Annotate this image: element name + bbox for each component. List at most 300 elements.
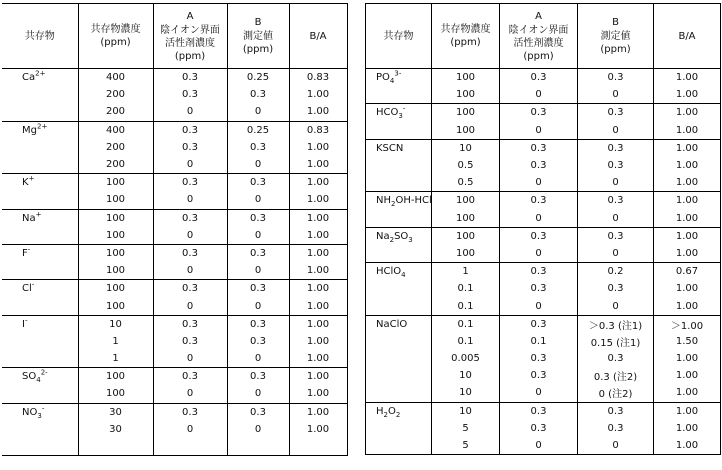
concentration-cell: 200 — [78, 103, 153, 121]
table-row — [2, 368, 347, 386]
measured-b-cell: 0.3 — [578, 420, 654, 437]
ratio-cell: 1.00 — [654, 139, 721, 157]
ratio-cell: 1.00 — [289, 244, 347, 262]
ratio-cell: 1.00 — [289, 156, 347, 174]
table-row — [366, 420, 721, 437]
table-row — [366, 333, 721, 350]
substance-cell: $H_2O_2$ — [366, 402, 432, 420]
table-row — [366, 139, 721, 157]
header-conc — [78, 4, 153, 69]
concentration-cell: 100 — [78, 227, 153, 245]
header-a-line1: 陰イオン界面 — [508, 24, 569, 36]
measured-b-cell: 0.3 — [578, 402, 654, 420]
concentration-cell: 100 — [432, 227, 500, 245]
surfactant-a-cell: 0.3 — [153, 174, 227, 192]
surfactant-a-cell: 0 — [153, 227, 227, 245]
measured-b-cell: 0.3 — [578, 104, 654, 122]
substance-cell: I- — [2, 315, 78, 333]
header-a-line3: (ppm) — [174, 50, 206, 62]
measured-b-cell: 0.3 — [227, 209, 289, 227]
surfactant-a-cell: 0 — [153, 262, 227, 280]
ratio-cell: 1.00 — [289, 103, 347, 121]
table-row — [366, 245, 721, 263]
concentration-cell: 400 — [78, 69, 153, 87]
substance-cell — [366, 350, 432, 367]
measured-b-cell: 0 — [578, 86, 654, 104]
table-row — [2, 385, 347, 403]
measured-b-cell: 0 — [578, 297, 654, 315]
surfactant-a-cell: 0.3 — [153, 403, 227, 421]
table-row — [2, 403, 347, 421]
measured-b-cell: 0.3 — [227, 86, 289, 103]
measured-b-cell: 0.3 — [227, 139, 289, 156]
table-row — [2, 262, 347, 280]
header-a — [500, 4, 578, 69]
header-ratio — [289, 4, 347, 69]
ratio-cell: 1.00 — [654, 86, 721, 104]
table-row — [366, 69, 721, 87]
measured-b-cell: 0.3 — [227, 403, 289, 421]
table-row — [2, 280, 347, 298]
substance-cell: $NO_3^-$ — [2, 403, 78, 421]
ratio-cell: 1.00 — [654, 104, 721, 122]
surfactant-a-cell: 0 — [500, 174, 578, 192]
table-row — [2, 297, 347, 315]
measured-b-cell: 0 — [227, 385, 289, 403]
surfactant-a-cell: 0.3 — [500, 157, 578, 174]
surfactant-a-cell: 0 — [153, 421, 227, 438]
surfactant-a-cell: 0 — [500, 86, 578, 104]
table-row — [2, 315, 347, 333]
ratio-cell: 1.00 — [289, 209, 347, 227]
table-row — [366, 384, 721, 402]
surfactant-a-cell: 0.3 — [500, 104, 578, 122]
surfactant-a-cell: 0.3 — [500, 420, 578, 437]
concentration-cell: 400 — [78, 121, 153, 139]
header-b — [578, 4, 654, 69]
header-a-line3: (ppm) — [523, 50, 554, 62]
surfactant-a-cell: 0.3 — [153, 244, 227, 262]
header-b-line2: (ppm) — [600, 44, 631, 55]
table-row — [366, 402, 721, 420]
ratio-cell: 1.00 — [654, 245, 721, 263]
measured-b-cell: ＞0.3 (注1) — [578, 315, 654, 333]
table-row — [366, 280, 721, 297]
substance-cell: F- — [2, 244, 78, 262]
measured-b-cell: 0 — [227, 297, 289, 315]
table-row — [2, 191, 347, 209]
header-coexist-label: 共存物 — [383, 30, 414, 42]
ratio-cell: 1.00 — [289, 139, 347, 156]
ratio-cell: 1.00 — [289, 385, 347, 403]
table-row — [2, 227, 347, 245]
measured-b-cell: 0.25 — [227, 121, 289, 139]
surfactant-a-cell: 0.3 — [500, 280, 578, 297]
concentration-cell: 100 — [78, 262, 153, 280]
substance-cell: K+ — [2, 174, 78, 192]
ratio-cell: 0.83 — [289, 69, 347, 87]
table-row — [366, 350, 721, 367]
concentration-cell: 100 — [78, 209, 153, 227]
ratio-cell: 1.00 — [654, 437, 721, 455]
coexisting-substances-table-left — [2, 3, 348, 456]
header-conc-line2: (ppm) — [100, 37, 131, 48]
header-b-letter: B — [612, 17, 619, 28]
table-row — [366, 104, 721, 122]
substance-cell: $NH_2OH$-HCl — [366, 192, 432, 210]
surfactant-a-cell: 0 — [153, 385, 227, 403]
concentration-cell: 100 — [78, 280, 153, 298]
table-row — [2, 156, 347, 174]
measured-b-cell: 0.3 — [227, 368, 289, 386]
substance-cell: KSCN — [366, 139, 432, 157]
header-conc-line1: 共存物濃度 — [90, 24, 141, 35]
ratio-cell: 1.00 — [654, 122, 721, 140]
table-row — [2, 333, 347, 350]
measured-b-cell: 0.3 — [578, 350, 654, 367]
table-row — [2, 350, 347, 368]
header-conc — [432, 4, 500, 69]
substance-cell — [2, 191, 78, 209]
substance-cell: Cl- — [2, 280, 78, 298]
surfactant-a-cell: 0.3 — [500, 367, 578, 384]
concentration-cell: 100 — [432, 69, 500, 87]
concentration-cell: 0.1 — [432, 280, 500, 297]
header-b — [227, 4, 289, 69]
concentration-cell: 5 — [432, 420, 500, 437]
ratio-cell: 1.00 — [654, 297, 721, 315]
measured-b-cell: 0 — [578, 245, 654, 263]
table-row — [366, 86, 721, 104]
substance-cell: $HCO_3^-$ — [366, 104, 432, 122]
ratio-cell: 1.00 — [289, 333, 347, 350]
measured-b-cell: 0 — [227, 262, 289, 280]
surfactant-a-cell: 0.3 — [500, 402, 578, 420]
ratio-cell: 1.00 — [654, 69, 721, 87]
concentration-cell: 5 — [432, 437, 500, 455]
surfactant-a-cell: 0.3 — [153, 368, 227, 386]
header-a-line2: 活性剤濃度 — [513, 37, 564, 49]
substance-cell — [2, 139, 78, 156]
table-header-row — [2, 4, 347, 69]
ratio-cell: 1.00 — [289, 227, 347, 245]
surfactant-a-cell: 0.3 — [153, 315, 227, 333]
header-b-letter: B — [254, 17, 262, 28]
concentration-cell: 0.1 — [432, 315, 500, 333]
concentration-cell: 200 — [78, 139, 153, 156]
surfactant-a-cell: 0 — [153, 297, 227, 315]
concentration-cell — [78, 438, 153, 456]
concentration-cell: 0.5 — [432, 157, 500, 174]
ratio-cell: 1.00 — [289, 262, 347, 280]
surfactant-a-cell: 0.3 — [153, 209, 227, 227]
concentration-cell: 100 — [78, 244, 153, 262]
surfactant-a-cell: 0.3 — [500, 227, 578, 245]
ratio-cell: 1.00 — [289, 174, 347, 192]
table-row — [366, 367, 721, 384]
substance-cell — [366, 157, 432, 174]
substance-cell — [366, 122, 432, 140]
substance-cell — [366, 420, 432, 437]
header-a — [153, 4, 227, 69]
substance-cell — [2, 421, 78, 438]
ratio-cell: 1.00 — [654, 402, 721, 420]
substance-cell — [366, 297, 432, 315]
header-conc-line1: 共存物濃度 — [440, 24, 491, 35]
table-row — [2, 174, 347, 192]
ratio-cell: 0.67 — [654, 263, 721, 281]
surfactant-a-cell: 0.3 — [500, 69, 578, 87]
measured-b-cell: 0.3 — [578, 157, 654, 174]
substance-cell — [2, 86, 78, 103]
table-body-right — [366, 69, 721, 455]
concentration-cell: 100 — [78, 191, 153, 209]
concentration-cell: 10 — [432, 402, 500, 420]
table-row — [366, 174, 721, 192]
concentration-cell: 100 — [432, 122, 500, 140]
measured-b-cell: 0.25 — [227, 69, 289, 87]
surfactant-a-cell — [153, 438, 227, 456]
ratio-cell: 1.00 — [654, 384, 721, 402]
measured-b-cell: 0.3 — [227, 333, 289, 350]
concentration-cell: 10 — [432, 139, 500, 157]
measured-b-cell: 0.3 — [227, 244, 289, 262]
surfactant-a-cell: 0 — [500, 122, 578, 140]
concentration-cell: 0.1 — [432, 297, 500, 315]
header-coexist — [2, 4, 78, 69]
substance-cell — [2, 438, 78, 456]
ratio-cell: 1.00 — [289, 280, 347, 298]
measured-b-cell: 0 — [227, 227, 289, 245]
ratio-cell: 1.00 — [289, 350, 347, 368]
surfactant-a-cell: 0 — [500, 297, 578, 315]
measured-b-cell: 0.3 (注2) — [578, 367, 654, 384]
header-a-letter: A — [186, 10, 194, 22]
measured-b-cell: 0 (注2) — [578, 384, 654, 402]
header-ratio-label: B/A — [309, 30, 327, 42]
measured-b-cell: 0 — [227, 103, 289, 121]
concentration-cell: 100 — [432, 192, 500, 210]
measured-b-cell: 0.3 — [578, 139, 654, 157]
coexisting-substances-table-right — [365, 3, 721, 455]
substance-cell — [366, 174, 432, 192]
ratio-cell: ＞1.00 — [654, 315, 721, 333]
substance-cell: NaClO — [366, 315, 432, 333]
header-ratio — [654, 4, 721, 69]
surfactant-a-cell: 0 — [500, 245, 578, 263]
measured-b-cell: 0 — [227, 421, 289, 438]
table-row — [2, 139, 347, 156]
substance-cell: $SO_4^{2-}$ — [2, 368, 78, 386]
ratio-cell: 1.00 — [654, 174, 721, 192]
table-row — [366, 122, 721, 140]
surfactant-a-cell: 0.3 — [153, 121, 227, 139]
measured-b-cell: 0.3 — [227, 280, 289, 298]
table-row — [2, 209, 347, 227]
table-row — [366, 227, 721, 245]
table-row — [2, 438, 347, 456]
substance-cell — [366, 437, 432, 455]
substance-cell — [366, 245, 432, 263]
concentration-cell: 10 — [78, 315, 153, 333]
header-coexist-label: 共存物 — [24, 30, 55, 42]
ratio-cell — [289, 438, 347, 456]
ratio-cell: 1.00 — [289, 315, 347, 333]
concentration-cell: 1 — [432, 263, 500, 281]
ratio-cell: 1.00 — [654, 192, 721, 210]
concentration-cell: 200 — [78, 86, 153, 103]
header-b-line2: (ppm) — [242, 44, 274, 55]
ratio-cell: 1.00 — [289, 297, 347, 315]
ratio-cell: 1.50 — [654, 333, 721, 350]
concentration-cell: 30 — [78, 403, 153, 421]
concentration-cell: 10 — [432, 367, 500, 384]
substance-cell — [366, 333, 432, 350]
surfactant-a-cell: 0 — [153, 350, 227, 368]
table-row — [2, 69, 347, 87]
surfactant-a-cell: 0.3 — [500, 192, 578, 210]
header-conc-line2: (ppm) — [450, 37, 481, 48]
substance-cell — [366, 280, 432, 297]
measured-b-cell: 0.3 — [578, 227, 654, 245]
ratio-cell: 1.00 — [289, 368, 347, 386]
table-row — [366, 263, 721, 281]
concentration-cell: 10 — [432, 384, 500, 402]
table-header-row — [366, 4, 721, 69]
surfactant-a-cell: 0 — [153, 156, 227, 174]
surfactant-a-cell: 0.3 — [500, 139, 578, 157]
substance-cell — [2, 262, 78, 280]
surfactant-a-cell: 0.3 — [500, 315, 578, 333]
substance-cell: Na+ — [2, 209, 78, 227]
ratio-cell: 1.00 — [654, 157, 721, 174]
surfactant-a-cell: 0.3 — [153, 139, 227, 156]
ratio-cell: 1.00 — [654, 367, 721, 384]
concentration-cell: 100 — [432, 86, 500, 104]
ratio-cell: 1.00 — [654, 280, 721, 297]
measured-b-cell: 0.3 — [578, 192, 654, 210]
concentration-cell: 30 — [78, 421, 153, 438]
surfactant-a-cell: 0 — [153, 103, 227, 121]
ratio-cell: 1.00 — [654, 210, 721, 228]
measured-b-cell: 0 — [578, 174, 654, 192]
measured-b-cell: 0.3 — [227, 315, 289, 333]
concentration-cell: 1 — [78, 350, 153, 368]
header-b-line1: 測定値 — [600, 31, 631, 42]
table-row — [366, 437, 721, 455]
table-row — [366, 157, 721, 174]
header-a-letter: A — [535, 10, 542, 22]
surfactant-a-cell: 0.3 — [153, 280, 227, 298]
table-body-left — [2, 69, 347, 456]
substance-cell: HClO$_4$ — [366, 263, 432, 281]
surfactant-a-cell: 0 — [500, 384, 578, 402]
surfactant-a-cell: 0.1 — [500, 333, 578, 350]
substance-cell — [366, 384, 432, 402]
surfactant-a-cell: 0.3 — [500, 263, 578, 281]
concentration-cell: 200 — [78, 156, 153, 174]
concentration-cell: 1 — [78, 333, 153, 350]
surfactant-a-cell: 0.3 — [153, 333, 227, 350]
measured-b-cell — [227, 438, 289, 456]
substance-cell — [366, 367, 432, 384]
measured-b-cell: 0 — [578, 437, 654, 455]
measured-b-cell: 0.2 — [578, 263, 654, 281]
ratio-cell: 1.00 — [289, 421, 347, 438]
measured-b-cell: 0.3 — [578, 69, 654, 87]
concentration-cell: 100 — [78, 385, 153, 403]
measured-b-cell: 0 — [578, 210, 654, 228]
concentration-cell: 100 — [432, 104, 500, 122]
substance-cell: $Na_2SO_3$ — [366, 227, 432, 245]
table-row — [366, 210, 721, 228]
table-row — [2, 103, 347, 121]
ratio-cell: 1.00 — [654, 227, 721, 245]
substance-cell — [2, 333, 78, 350]
substance-cell — [2, 227, 78, 245]
table-row — [366, 297, 721, 315]
ratio-cell: 1.00 — [654, 350, 721, 367]
substance-cell — [2, 156, 78, 174]
header-b-line1: 測定値 — [243, 31, 273, 42]
concentration-cell: 100 — [78, 297, 153, 315]
table-row — [366, 315, 721, 333]
measured-b-cell: 0 — [227, 156, 289, 174]
surfactant-a-cell: 0 — [500, 210, 578, 228]
ratio-cell: 1.00 — [654, 420, 721, 437]
table-row — [2, 121, 347, 139]
surfactant-a-cell: 0.3 — [153, 69, 227, 87]
measured-b-cell: 0.15 (注1) — [578, 333, 654, 350]
table-row — [366, 192, 721, 210]
substance-cell: $Ca^{2+}$ — [2, 69, 78, 87]
substance-cell: $PO_4^{3-}$ — [366, 69, 432, 87]
measured-b-cell: 0.3 — [578, 280, 654, 297]
concentration-cell: 100 — [432, 245, 500, 263]
substance-cell — [2, 103, 78, 121]
header-coexist — [366, 4, 432, 69]
measured-b-cell: 0 — [578, 122, 654, 140]
concentration-cell: 0.5 — [432, 174, 500, 192]
concentration-cell: 0.005 — [432, 350, 500, 367]
surfactant-a-cell: 0.3 — [500, 350, 578, 367]
ratio-cell: 0.83 — [289, 121, 347, 139]
substance-cell — [366, 210, 432, 228]
measured-b-cell: 0.3 — [227, 174, 289, 192]
header-a-line2: 活性剤濃度 — [165, 37, 215, 49]
table-row — [2, 86, 347, 103]
table-row — [2, 421, 347, 438]
concentration-cell: 0.1 — [432, 333, 500, 350]
ratio-cell: 1.00 — [289, 403, 347, 421]
measured-b-cell: 0 — [227, 191, 289, 209]
concentration-cell: 100 — [432, 210, 500, 228]
substance-cell — [366, 86, 432, 104]
header-ratio-label: B/A — [678, 30, 696, 42]
substance-cell — [2, 297, 78, 315]
concentration-cell: 100 — [78, 174, 153, 192]
surfactant-a-cell: 0.3 — [153, 86, 227, 103]
substance-cell — [2, 385, 78, 403]
substance-cell — [2, 350, 78, 368]
ratio-cell: 1.00 — [289, 86, 347, 103]
table-row — [2, 244, 347, 262]
surfactant-a-cell: 0 — [500, 437, 578, 455]
header-a-line1: 陰イオン界面 — [160, 24, 220, 36]
concentration-cell: 100 — [78, 368, 153, 386]
ratio-cell: 1.00 — [289, 191, 347, 209]
substance-cell: $Mg^{2+}$ — [2, 121, 78, 139]
